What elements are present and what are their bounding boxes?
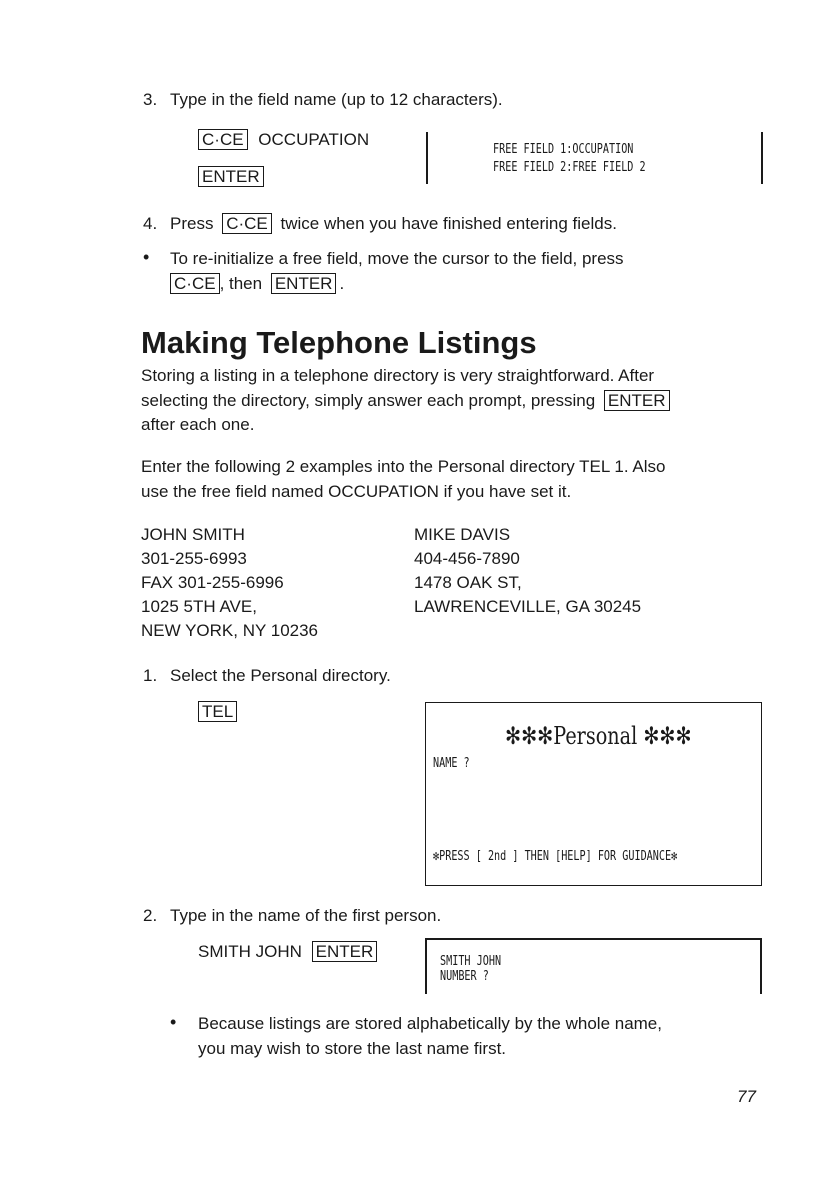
example-left (141, 523, 318, 643)
tel-key-row (198, 700, 237, 724)
bullet-1-line-2 (170, 272, 344, 296)
lcd-prompt: NAME ? (433, 756, 470, 771)
lcd-title: ✻✻✻Personal ✻✻✻ (505, 722, 692, 750)
lcd-name-entry: SMITH JOHN (440, 954, 502, 969)
para-1-line-1: Storing a listing in a telephone directory is very straightforward. After (141, 366, 655, 385)
bullet-1-end: . (339, 274, 345, 293)
enter-key: ENTER (604, 390, 670, 411)
step-3-cce-key-row (198, 128, 369, 152)
lcd-top-edge (425, 938, 762, 940)
example-right (414, 523, 641, 619)
enter-key: ENTER (198, 166, 264, 187)
page-number: 77 (737, 1087, 756, 1106)
para-2-line-2: use the free field named OCCUPATION if you have set it. (141, 482, 572, 501)
tel-key: TEL (198, 701, 237, 722)
example-left-line: NEW YORK, NY 10236 (141, 621, 319, 640)
lcd-free-field-1: FREE FIELD 1:OCCUPATION (493, 142, 634, 157)
lcd-right-edge (761, 132, 763, 184)
example-left-line: FAX 301-255-6996 (141, 573, 284, 592)
section-title: Making Telephone Listings (141, 325, 537, 360)
step-4-text: twice when you have finished entering fields. (280, 214, 617, 233)
step-3-number: 3. (143, 90, 158, 109)
step-2-input: SMITH JOHN (198, 942, 302, 961)
example-right-line: MIKE DAVIS (414, 525, 511, 544)
bullet-1-line-1: To re-initialize a free field, move the cursor to the field, press (170, 249, 624, 268)
para-1-line-3: after each one. (141, 415, 255, 434)
step-3-enter-key-row (198, 165, 264, 189)
lcd-left-edge (425, 938, 427, 994)
para-1-text: selecting the directory, simply answer each prompt, pressing (141, 391, 596, 410)
cce-key: C·CE (198, 129, 248, 150)
step-4-row (170, 212, 617, 236)
step-1-number: 1. (143, 666, 158, 685)
step-3-text: Type in the field name (up to 12 characters). (170, 90, 503, 109)
bullet-2-line-2: you may wish to store the last name first. (198, 1039, 507, 1058)
example-right-line: LAWRENCEVILLE, GA 30245 (414, 597, 642, 616)
step-2-input-row (198, 940, 377, 964)
example-right-line: 404-456-7890 (414, 549, 520, 568)
enter-key: ENTER (312, 941, 378, 962)
lcd-free-field-2: FREE FIELD 2:FREE FIELD 2 (493, 160, 646, 175)
step-2-text: Type in the name of the first person. (170, 906, 442, 925)
step-4-number: 4. (143, 214, 158, 233)
lcd-number-prompt: NUMBER ? (440, 969, 489, 984)
bullet-2-line-1: Because listings are stored alphabetically by the whole name, (198, 1014, 662, 1033)
lcd-left-edge (426, 132, 428, 184)
bullet-icon: • (170, 1012, 177, 1032)
example-left-line: JOHN SMITH (141, 525, 245, 544)
enter-key: ENTER (271, 273, 337, 294)
lcd-help: ✻PRESS [ 2nd ] THEN [HELP] FOR GUIDANCE✻ (433, 849, 678, 864)
occupation-word: OCCUPATION (258, 130, 370, 149)
cce-key: C·CE (222, 213, 272, 234)
example-right-line: 1478 OAK ST, (414, 573, 522, 592)
step-2-number: 2. (143, 906, 158, 925)
cce-key: C·CE (170, 273, 220, 294)
example-left-line: 301-255-6993 (141, 549, 247, 568)
lcd-right-edge (760, 938, 762, 994)
step-4-press: Press (170, 214, 214, 233)
para-1-line-2 (141, 389, 670, 413)
step-1-text: Select the Personal directory. (170, 666, 391, 685)
bullet-icon: • (143, 247, 150, 267)
example-left-line: 1025 5TH AVE, (141, 597, 257, 616)
bullet-1-then: , then (219, 274, 263, 293)
para-2-line-1: Enter the following 2 examples into the Personal directory TEL 1. Also (141, 457, 666, 476)
